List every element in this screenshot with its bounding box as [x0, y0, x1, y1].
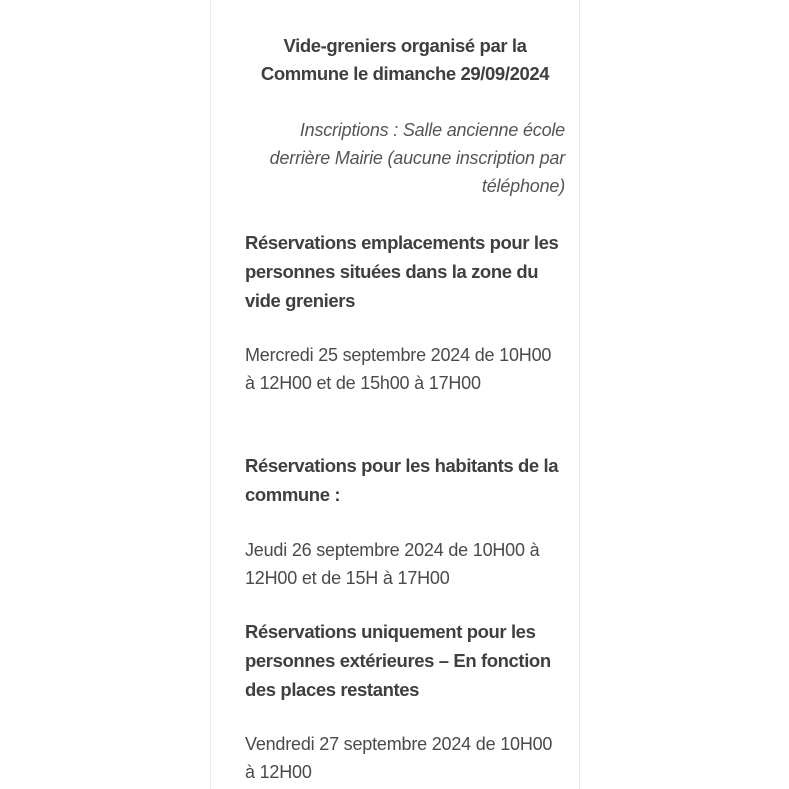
section-text-zone: Mercredi 25 septembre 2024 de 10H00 à 12H00 et de 15h00 à 17H00 [245, 345, 552, 393]
section-heading-outsiders: Réservations uniquement pour les personnes extérieures – En fonction des places restantes [245, 621, 551, 700]
section-text-outsiders: Vendredi 27 septembre 2024 de 10H00 à 12H00 [245, 734, 553, 782]
registration-note: Inscriptions : Salle ancienne école derrière Mairie (aucune inscription par téléphone) [269, 120, 565, 196]
article-title: Vide-greniers organisé par la Commune le dimanche 29/09/2024 [260, 35, 550, 84]
section-heading-zone: Réservations emplacements pour les personnes situées dans la zone du vide greniers [245, 232, 559, 311]
section-text-residents: Jeudi 26 septembre 2024 de 10H00 à 12H00 et de 15H à 17H00 [245, 540, 540, 588]
section-heading-residents: Réservations pour les habitants de la commune : [245, 455, 559, 505]
